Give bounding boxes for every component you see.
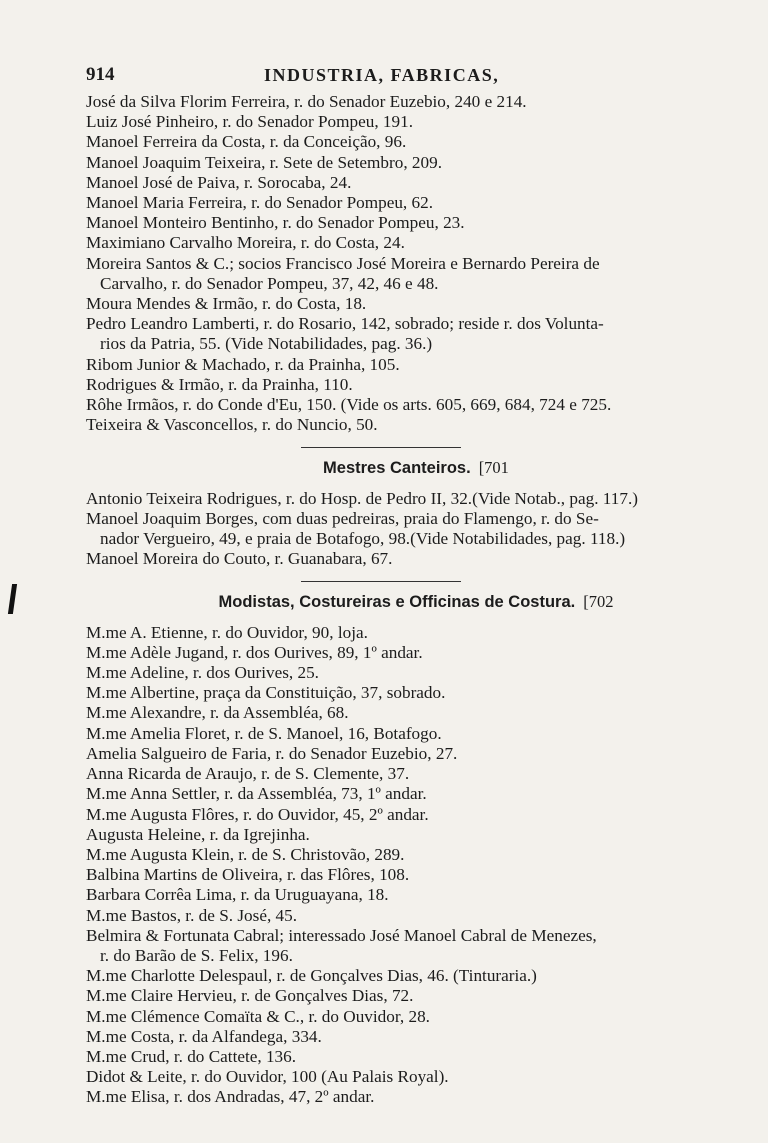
page-header [86,64,726,90]
list-item: M.me Elisa, r. dos Andradas, 47, 2º andar. [86,1087,375,1107]
margin-mark [8,584,17,614]
list-item: Rodrigues & Irmão, r. da Prainha, 110. [86,374,353,394]
list-item: Manoel Ferreira da Costa, r. da Conceição, 96. [86,132,407,152]
list-item: M.me Costa, r. da Alfandega, 334. [86,1026,322,1046]
list-item: M.me Adèle Jugand, r. dos Ourives, 89, 1º andar. [86,642,423,662]
list-item: Moura Mendes & Irmão, r. do Costa, 18. [86,294,367,314]
list-item: M.me Crud, r. do Cattete, 136. [86,1046,297,1066]
page-number: 914 [86,64,115,85]
list-item: Pedro Leandro Lamberti, r. do Rosario, 142, sobrado; reside r. dos Volunta- rios da Patria, 55. (Vide Notabilidades, pag. 36.) [86,314,604,354]
list-item: M.me A. Etienne, r. do Ouvidor, 90, loja. [86,622,368,642]
list-item: M.me Claire Hervieu, r. de Gonçalves Dias, 72. [86,986,414,1006]
list-item: Barbara Corrêa Lima, r. da Uruguayana, 18. [86,885,389,905]
list-item: M.me Alexandre, r. da Assembléa, 68. [86,703,349,723]
list-item: M.me Amelia Floret, r. de S. Manoel, 16, Botafogo. [86,723,442,743]
section-mestres-canteiros [86,458,746,569]
list-item: Anna Ricarda de Araujo, r. de S. Clemente, 37. [86,764,410,784]
list-item: Manoel Maria Ferreira, r. do Senador Pompeu, 62. [86,193,434,213]
section-modistas [86,592,746,1107]
list-item: M.me Augusta Flôres, r. do Ouvidor, 45, 2º andar. [86,804,429,824]
list-item: M.me Anna Settler, r. da Assembléa, 73, 1º andar. [86,784,427,804]
section-divider [301,447,461,448]
list-item: Manoel Joaquim Borges, com duas pedreiras, praia do Flamengo, r. do Se- nador Vergueiro, 49, e praia de Botafogo, 98.(Vide Notabilidades, pag. 118.) [86,508,626,549]
list-item: M.me Bastos, r. de S. José, 45. [86,905,298,925]
list-item: Moreira Santos & C.; socios Francisco José Moreira e Bernardo Pereira de Carvalho, r. do Senador Pompeu, 37, 42, 46 e 48. [86,253,600,293]
section-heading [86,592,746,612]
list-item: Augusta Heleine, r. da Igrejinha. [86,824,310,844]
section-divider [301,581,461,582]
spacer [86,615,746,623]
list-item: Belmira & Fortunata Cabral; interessado José Manoel Cabral de Menezes, r. do Barão de S. Felix, 196. [86,925,597,965]
list-item: Ribom Junior & Machado, r. da Prainha, 105. [86,354,400,374]
section-number: [702 [583,592,614,612]
list-item: Manoel Monteiro Bentinho, r. do Senador Pompeu, 23. [86,213,465,233]
list-item: M.me Albertine, praça da Constituição, 37, sobrado. [86,683,446,703]
list-item: Manoel José de Paiva, r. Sorocaba, 24. [86,172,352,192]
list-item: M.me Clémence Comaïta & C., r. do Ouvidor, 28. [86,1006,430,1026]
list-item: Rôhe Irmãos, r. do Conde d'Eu, 150. (Vide os arts. 605, 669, 684, 724 e 725. [86,395,612,415]
list-item: Maximiano Carvalho Moreira, r. do Costa, 24. [86,233,405,253]
section-heading [86,458,746,478]
list-item: Antonio Teixeira Rodrigues, r. do Hosp. de Pedro II, 32.(Vide Notab., pag. 117.) [86,488,638,508]
section-title: Mestres Canteiros. [323,459,471,478]
page-content [86,92,746,1108]
running-title: INDUSTRIA, FABRICAS, [264,65,500,85]
list-item: M.me Charlotte Delespaul, r. de Gonçalves Dias, 46. (Tinturaria.) [86,966,537,986]
list-item: Manoel Moreira do Couto, r. Guanabara, 67. [86,549,393,569]
list-item: José da Silva Florim Ferreira, r. do Senador Euzebio, 240 e 214. [86,92,527,111]
list-item: Manoel Joaquim Teixeira, r. Sete de Setembro, 209. [86,152,442,172]
list-item: Balbina Martins de Oliveira, r. das Flôres, 108. [86,865,410,885]
list-item: M.me Adeline, r. dos Ourives, 25. [86,663,319,683]
continued-section [86,92,746,435]
list-item: Teixeira & Vasconcellos, r. do Nuncio, 50. [86,415,378,435]
list-item: Luiz José Pinheiro, r. do Senador Pompeu, 191. [86,112,414,132]
section-title: Modistas, Costureiras e Officinas de Costura. [218,593,576,612]
list-item: Amelia Salgueiro de Faria, r. do Senador Euzebio, 27. [86,743,458,763]
spacer [86,481,746,489]
section-number: [701 [478,458,509,478]
list-item: M.me Augusta Klein, r. de S. Christovão, 289. [86,844,405,864]
list-item: Didot & Leite, r. do Ouvidor, 100 (Au Palais Royal). [86,1067,449,1087]
